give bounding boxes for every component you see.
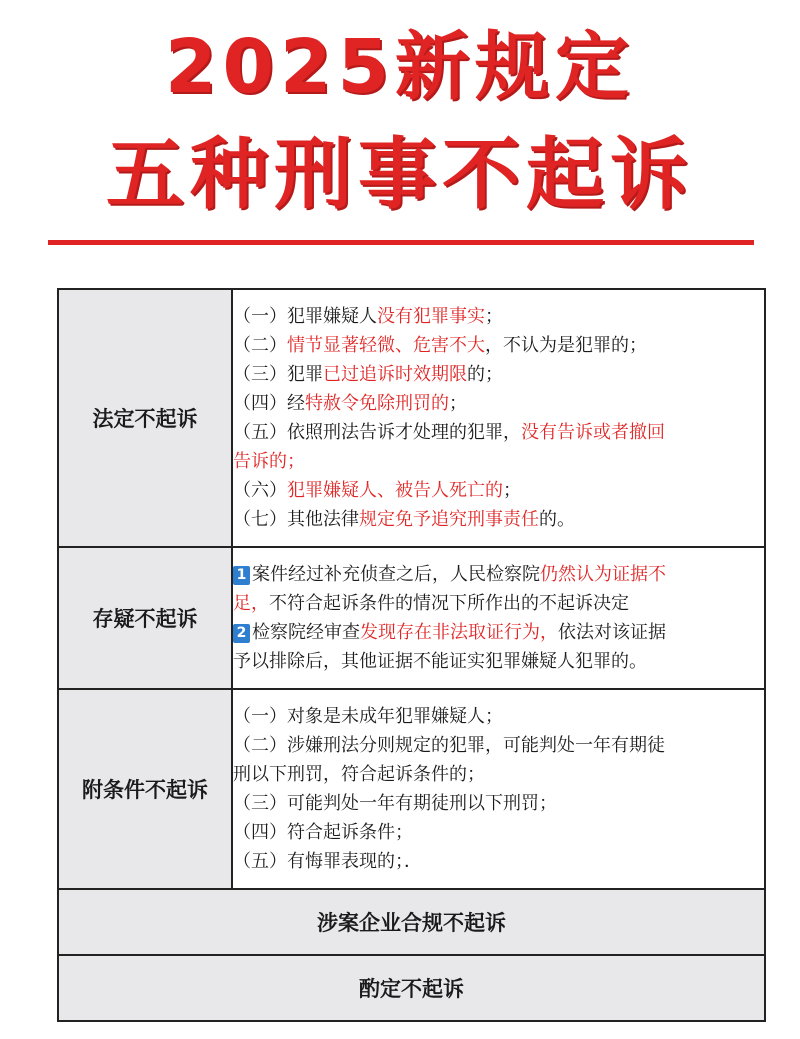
row-content-doubtful <box>232 547 765 689</box>
row-content-statutory <box>232 289 765 547</box>
list-item-continuation: 告诉的； <box>233 451 305 472</box>
row-label-statutory: 法定不起诉 <box>58 289 232 547</box>
list-item-continuation: 足，不符合起诉条件的情况下所作出的不起诉决定 <box>233 593 629 614</box>
list-item: （五）有悔罪表现的；． <box>233 851 422 872</box>
list-item: （一）犯罪嫌疑人没有犯罪事实； <box>233 306 503 327</box>
list-item-continuation: 予以排除后，其他证据不能证实犯罪嫌疑人犯罪的。 <box>233 651 647 672</box>
number-1-badge-icon: 1 <box>233 566 250 585</box>
list-item: （三）犯罪已过追诉时效期限的； <box>233 364 503 385</box>
list-item: （五）依照刑法告诉才处理的犯罪，没有告诉或者撤回 <box>233 422 665 443</box>
list-item: （四）符合起诉条件； <box>233 822 413 843</box>
page-title-line-2: 五种刑事不起诉 <box>105 130 694 220</box>
number-2-badge-icon: 2 <box>233 624 250 643</box>
list-item: （二）情节显著轻微、危害不大，不认为是犯罪的； <box>233 335 647 356</box>
row-label-enterprise: 涉案企业合规不起诉 <box>58 889 765 955</box>
table-row-conditional <box>58 689 765 889</box>
list-item-continuation: 刑以下刑罚，符合起诉条件的； <box>233 764 485 785</box>
title-divider <box>48 240 754 245</box>
list-item: （二）涉嫌刑法分则规定的犯罪，可能判处一年有期徒 <box>233 735 665 756</box>
list-item: （一）对象是未成年犯罪嫌疑人； <box>233 706 503 727</box>
non-prosecution-table <box>57 288 766 1022</box>
table-row-enterprise <box>58 889 765 955</box>
row-label-doubtful: 存疑不起诉 <box>58 547 232 689</box>
table-row-statutory <box>58 289 765 547</box>
row-label-discretionary: 酌定不起诉 <box>58 955 765 1021</box>
list-item: 2 检察院经审查发现存在非法取证行为，依法对该证据 <box>233 618 764 647</box>
row-label-conditional: 附条件不起诉 <box>58 689 232 889</box>
list-item: （六）犯罪嫌疑人、被告人死亡的； <box>233 480 521 501</box>
list-item: （七）其他法律规定免予追究刑事责任的。 <box>233 509 575 530</box>
table-row-discretionary <box>58 955 765 1021</box>
list-item: （三）可能判处一年有期徒刑以下刑罚； <box>233 793 557 814</box>
row-content-conditional <box>232 689 765 889</box>
list-item: 1 案件经过补充侦查之后，人民检察院仍然认为证据不 <box>233 560 764 589</box>
page-title-line-1: 2025新规定 <box>165 24 635 110</box>
list-item: （四）经特赦令免除刑罚的； <box>233 393 467 414</box>
table-row-doubtful <box>58 547 765 689</box>
